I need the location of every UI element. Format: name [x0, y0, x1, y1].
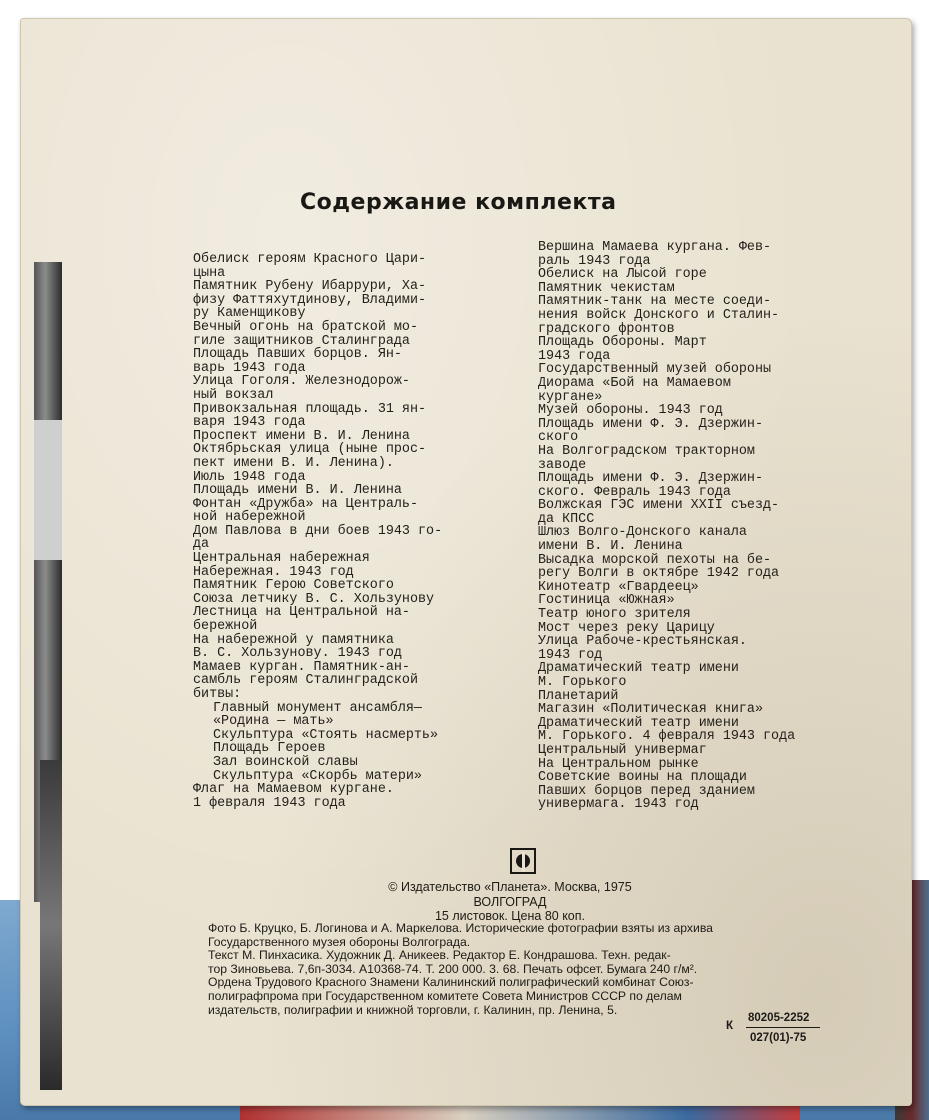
contents-line: Обелиск героям Красного Цари-	[193, 252, 427, 267]
contents-line: На Центральном рынке	[538, 756, 699, 772]
contents-line: Планетарий	[538, 688, 619, 704]
contents-line: Мамаев курган. Памятник-ан-	[193, 659, 410, 675]
contents-line: Улица Рабоче-крестьянская.	[538, 634, 747, 650]
contents-line: регу Волги в октябре 1942 года	[538, 566, 780, 582]
contents-subline: Зал воинской славы	[213, 754, 358, 770]
contents-line: Союза летчику В. С. Хользунову	[193, 591, 435, 607]
contents-line: Набережная. 1943 год	[193, 564, 354, 580]
contents-line: физу Фаттяхутдинову, Владими-	[193, 292, 427, 308]
contents-line: 1 февраля 1943 года	[193, 795, 346, 811]
contents-line: Памятник Герою Советского	[193, 578, 394, 594]
contents-line: Лестница на Центральной на-	[193, 605, 410, 621]
catalog-code-divider	[746, 1027, 820, 1028]
contents-line: Площадь имени В. И. Ленина	[193, 483, 402, 499]
contents-line: нения войск Донского и Сталин-	[538, 307, 780, 323]
contents-line: Июль 1948 года	[193, 469, 306, 485]
contents-line: ского	[538, 430, 579, 446]
contents-line: Октябрьская улица (ныне прос-	[193, 442, 427, 458]
contents-line: Гостиница «Южная»	[538, 593, 675, 609]
contents-line: ру Каменщикову	[193, 306, 306, 322]
contents-line: Советские воины на площади	[538, 770, 747, 786]
city-line: ВОЛГОГРАД	[473, 895, 547, 909]
contents-subline: Площадь Героев	[213, 741, 326, 757]
contents-subline: Скульптура «Стоять насмерть»	[213, 727, 438, 743]
contents-line: 1943 год	[538, 647, 603, 663]
contents-line: Проспект имени В. И. Ленина	[193, 428, 410, 444]
contents-line: кургане»	[538, 389, 603, 405]
contents-line: Магазин «Политическая книга»	[538, 702, 763, 718]
contents-line: Памятник чекистам	[538, 280, 675, 296]
contents-line: М. Горького	[538, 675, 627, 690]
contents-line: Площадь имени Ф. Э. Дзержин-	[538, 416, 763, 432]
contents-line: Вершина Мамаева кургана. Фев-	[538, 240, 772, 255]
credits-line: полиграфпрома при Государственном комитете Совета Министров СССР по делам	[208, 988, 682, 1003]
contents-line: Площадь Павших борцов. Ян-	[193, 347, 402, 363]
catalog-code-bottom: 027(01)-75	[750, 1032, 807, 1044]
contents-line: Дом Павлова в дни боев 1943 го-	[193, 523, 443, 539]
contents-line: Привокзальная площадь. 31 ян-	[193, 401, 427, 417]
contents-line: Театр юного зрителя	[538, 607, 691, 623]
contents-line: самбль героям Сталинградской	[193, 673, 418, 689]
contents-line: битвы:	[193, 687, 242, 702]
contents-line: Памятник Рубену Ибаррури, Ха-	[193, 279, 427, 295]
contents-line: универмага. 1943 год	[538, 797, 699, 813]
contents-line: Высадка морской пехоты на бе-	[538, 552, 772, 568]
contents-right-column	[538, 241, 818, 812]
catalog-code-top: 80205-2252	[748, 1012, 810, 1024]
contents-line: Фонтан «Дружба» на Централь-	[193, 496, 418, 512]
contents-line: Государственный музей обороны	[538, 362, 772, 378]
credits-line: Фото Б. Круцко, Б. Логинова и А. Маркелова. Исторические фотографии взяты из архива	[208, 921, 713, 935]
contents-subline: «Родина — мать»	[213, 714, 334, 730]
sheets-price-line: 15 листовок. Цена 80 коп.	[434, 909, 585, 923]
credits-line: издательств, полиграфии и книжной торговли, г. Калинин, пр. Ленина, 5.	[208, 1002, 618, 1017]
credits-line: Ордена Трудового Красного Знамени Калининский полиграфический комбинат Союз-	[208, 975, 694, 990]
contents-line: Улица Гоголя. Железнодорож-	[193, 374, 410, 390]
credits-line: Государственного музея обороны Волгограда.	[208, 934, 471, 949]
contents-line: Павших борцов перед зданием	[538, 783, 755, 799]
contents-line: Шлюз Волго-Донского канала	[538, 525, 747, 541]
contents-line: да	[193, 537, 210, 553]
credits-line: тор Зиновьева. 7,6п-3034. А10368-74. Т. 200 000. 3. 68. Печать офсет. Бумага 240 г/м².	[208, 961, 698, 976]
contents-line: Драматический театр имени	[538, 715, 739, 731]
contents-line: цына	[193, 265, 226, 281]
contents-line: раль 1943 года	[538, 253, 651, 269]
contents-line: варь 1943 года	[193, 360, 306, 376]
contents-line: бережной	[193, 619, 258, 635]
contents-line: Центральный универмаг	[538, 742, 707, 758]
contents-line: В. С. Хользунову. 1943 год	[193, 646, 402, 662]
contents-line: гиле защитников Сталинграда	[193, 333, 410, 349]
contents-subline: Главный монумент ансамбля—	[213, 700, 422, 716]
contents-line: Мост через реку Царицу	[538, 620, 715, 636]
contents-line: Памятник-танк на месте соеди-	[538, 294, 772, 310]
contents-line: ной набережной	[193, 510, 306, 526]
publisher-logo-icon	[510, 848, 536, 874]
contents-line: 1943 года	[538, 348, 611, 364]
credits-block	[208, 922, 838, 1017]
contents-subline: Скульптура «Скорбь матери»	[213, 768, 422, 784]
contents-line: Драматический театр имени	[538, 661, 739, 677]
contents-line: да КПСС	[538, 511, 595, 527]
contents-line: Волжская ГЭС имени XXII съезд-	[538, 498, 780, 514]
contents-line: Диорама «Бой на Мамаевом	[538, 375, 731, 391]
publisher-line: © Издательство «Планета». Москва, 1975	[388, 880, 632, 894]
contents-line: имени В. И. Ленина	[538, 539, 683, 555]
credits-line: Текст М. Пинхасика. Художник Д. Аникеев. Редактор Е. Кондрашова. Техн. редак-	[208, 948, 671, 963]
contents-line: Площадь Обороны. Март	[538, 335, 707, 351]
contents-line: Вечный огонь на братской мо-	[193, 319, 418, 335]
contents-line: Музей обороны. 1943 год	[538, 403, 723, 419]
contents-line: варя 1943 года	[193, 415, 306, 431]
contents-line: заводе	[538, 457, 587, 473]
contents-line: На набережной у памятника	[193, 632, 394, 648]
catalog-code-letter: К	[726, 1020, 734, 1032]
contents-line: градского фронтов	[538, 321, 675, 337]
underlying-photo-lower-edge	[40, 760, 62, 1090]
contents-left-column	[193, 253, 493, 810]
contents-line: Центральная набережная	[193, 551, 370, 567]
contents-line: Обелиск на Лысой горе	[538, 267, 707, 283]
contents-line: Флаг на Мамаевом кургане.	[193, 782, 394, 798]
underlying-photo-light-band	[34, 420, 62, 560]
contents-line: ный вокзал	[193, 387, 274, 403]
contents-line: пект имени В. И. Ленина).	[193, 455, 394, 471]
contents-title: Содержание комплекта	[300, 190, 617, 215]
contents-line: Площадь имени Ф. Э. Дзержин-	[538, 471, 763, 487]
contents-line: Кинотеатр «Гвардеец»	[538, 579, 699, 595]
contents-line: М. Горького. 4 февраля 1943 года	[538, 729, 796, 745]
contents-line: На Волгоградском тракторном	[538, 443, 755, 459]
contents-line: ского. Февраль 1943 года	[538, 484, 731, 500]
